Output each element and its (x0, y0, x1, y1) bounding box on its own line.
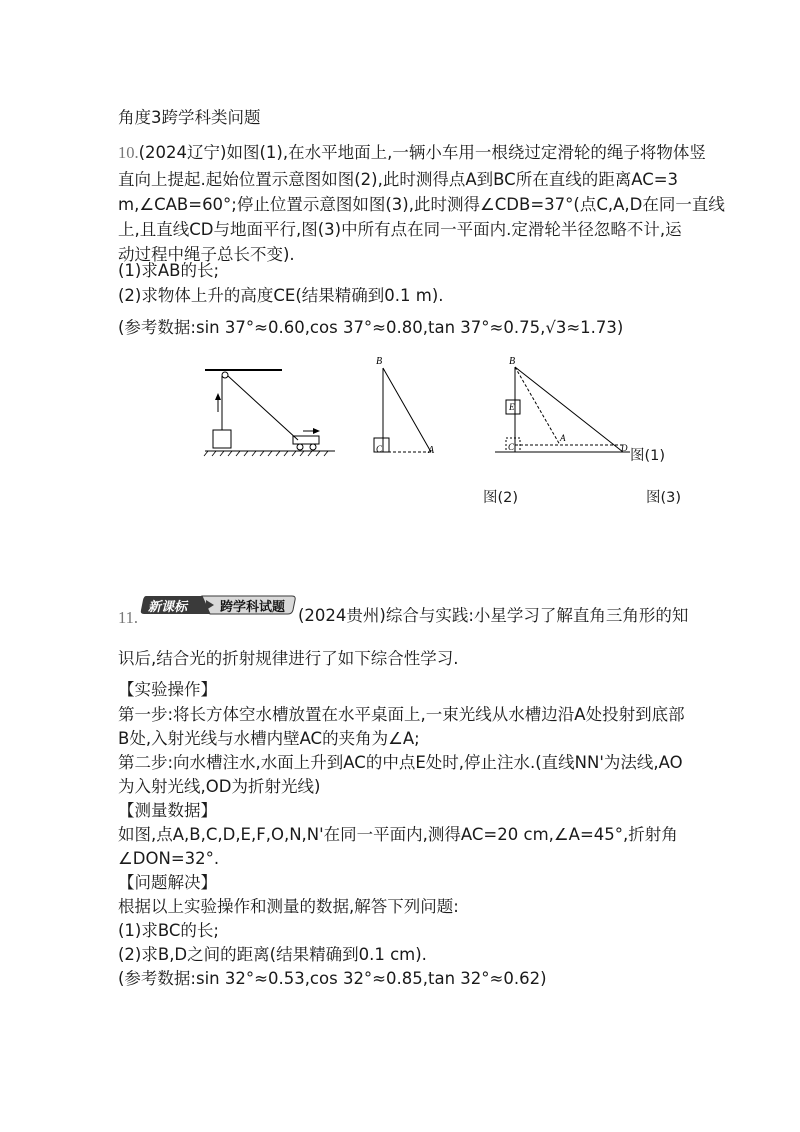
q10-sub-2: (2)求物体上升的高度CE(结果精确到0.1 m). (118, 286, 444, 305)
q10-line-5: 动过程中绳子总长不变). (118, 245, 295, 264)
measurement-line-2: ∠DON=32°. (118, 849, 220, 868)
heading-experiment: 【实验操作】 (118, 680, 217, 699)
q10-line-3: m,∠CAB=60°;停止位置示意图如图(3),此时测得∠CDB=37°(点C,A,D在同一直线 (118, 195, 725, 214)
experiment-step-2-a: 第二步:向水槽注水,水面上升到AC的中点E处时,停止注水.(直线NN'为法线,AO (118, 753, 683, 772)
fig3-point-A: A (560, 433, 566, 443)
figure-1-diagram (200, 360, 340, 460)
figure-3-label: 图(3) (646, 490, 682, 506)
q10-reference-data: (参考数据:sin 37°≈0.60,cos 37°≈0.80,tan 37°≈0.75,√3≈1.73) (118, 318, 624, 337)
figure-3-diagram (490, 352, 640, 462)
new-curriculum-badge (140, 594, 296, 616)
fig2-point-C: C (376, 444, 383, 454)
fig2-point-A: A (428, 445, 435, 456)
q11-line-2: 识后,结合光的折射规律进行了如下综合性学习. (118, 649, 459, 668)
q11-number: 11. (118, 608, 139, 627)
fig3-point-D: D (621, 443, 628, 453)
q10-line-1 (118, 143, 706, 163)
q10-number: 10. (118, 143, 139, 162)
figure-2-diagram (365, 352, 445, 462)
solve-question-1: (1)求BC的长; (118, 921, 219, 940)
q10-line-2: 直向上提起.起始位置示意图如图(2),此时测得点A到BC所在直线的距离AC=3 (118, 170, 679, 189)
solve-intro: 根据以上实验操作和测量的数据,解答下列问题: (118, 897, 459, 916)
heading-measurement: 【测量数据】 (118, 801, 217, 820)
figure-1-label: 图(1) (630, 448, 666, 464)
badge-new-curriculum-text: 新课标 (148, 600, 188, 615)
figure-2-label: 图(2) (483, 490, 519, 506)
q10-sub-1: (1)求AB的长; (118, 261, 220, 280)
measurement-line-1: 如图,点A,B,C,D,E,F,O,N,N'在同一平面内,测得AC=20 cm,∠A=45°,折射角 (118, 825, 678, 844)
q10-line-1-text: (2024辽宁)如图(1),在水平地面上,一辆小车用一根绕过定滑轮的绳子将物体竖 (138, 143, 706, 162)
solve-question-2: (2)求B,D之间的距离(结果精确到0.1 cm). (118, 945, 427, 964)
solve-reference-data: (参考数据:sin 32°≈0.53,cos 32°≈0.85,tan 32°≈0.62) (118, 969, 547, 988)
experiment-step-1-a: 第一步:将长方体空水槽放置在水平桌面上,一束光线从水槽边沿A处投射到底部 (118, 705, 685, 724)
badge-interdisciplinary-text: 跨学科试题 (220, 600, 286, 615)
fig2-point-B: B (376, 356, 383, 367)
fig3-point-B: B (509, 356, 516, 367)
heading-solve: 【问题解决】 (118, 873, 217, 892)
experiment-step-2-b: 为入射光线,OD为折射光线) (118, 777, 321, 796)
q10-line-4: 上,且直线CD与地面平行,图(3)中所有点在同一平面内.定滑轮半径忽略不计,运 (118, 220, 682, 239)
q11-line-1: (2024贵州)综合与实践:小星学习了解直角三角形的知 (298, 606, 689, 625)
fig3-point-C: C (508, 442, 515, 452)
experiment-step-1-b: B处,入射光线与水槽内壁AC的夹角为∠A; (118, 729, 420, 748)
section-title: 角度3跨学科类问题 (118, 108, 261, 127)
fig3-point-E: E (509, 402, 515, 412)
